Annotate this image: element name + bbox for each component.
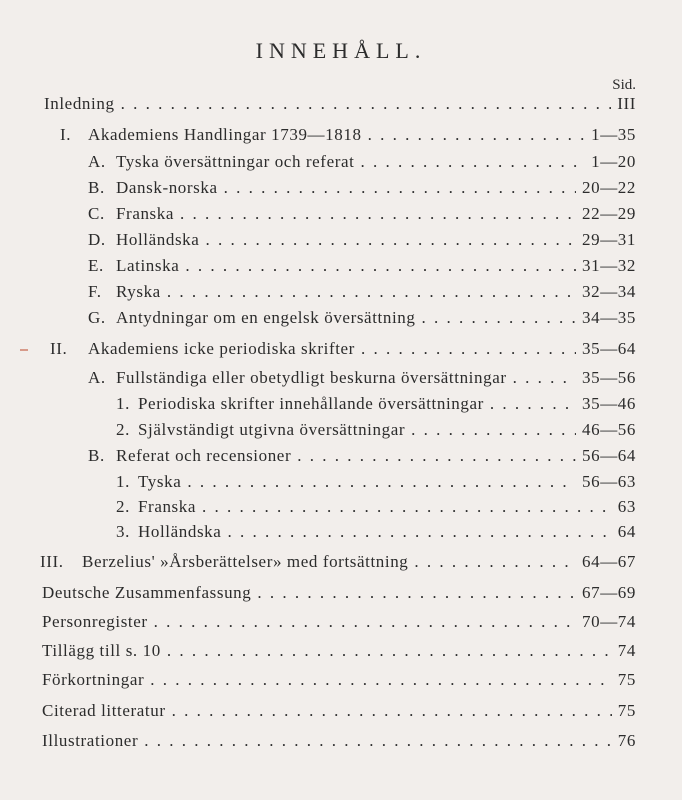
toc-entry (44, 94, 636, 116)
toc-entry-text: Deutsche Zusammenfassung (42, 583, 252, 602)
toc-entry (42, 670, 636, 692)
toc-entry-number: B. (88, 178, 105, 197)
toc-entry-page: 64—67 (582, 552, 636, 571)
toc-entry-text: Illustrationer (42, 731, 139, 750)
dot-leader (180, 204, 576, 224)
toc-entry-page: 1—35 (591, 125, 636, 144)
toc-entry-number: C. (88, 204, 105, 223)
toc-entry (116, 394, 636, 416)
toc-entry-text: Berzelius' »Årsberättelser» med fortsättning (82, 552, 409, 571)
toc-entry (50, 339, 636, 361)
toc-entry (88, 152, 636, 174)
toc-entry-number: B. (88, 446, 105, 465)
dot-leader (187, 472, 576, 492)
toc-entry-number: A. (88, 368, 106, 387)
toc-entry-text: Antydningar om en engelsk översättning (116, 308, 416, 327)
dot-leader (513, 368, 576, 388)
toc-entry-page: 31—32 (582, 256, 636, 275)
toc-entry-number: A. (88, 152, 106, 171)
toc-entry-page: 1—20 (591, 152, 636, 171)
dot-leader (121, 94, 612, 114)
toc-entry-page: 63 (617, 497, 636, 516)
toc-entry-text: Periodiska skrifter innehållande översättningar (138, 394, 484, 413)
toc-entry (88, 308, 636, 330)
toc-entry (88, 230, 636, 252)
toc-entry-text: Fullständiga eller obetydligt beskurna översättningar (116, 368, 507, 387)
toc-entry-text: Akademiens Handlingar 1739—1818 (88, 125, 362, 144)
toc-entry (88, 282, 636, 304)
toc-entry-page: 75 (617, 670, 636, 689)
toc-entry (88, 368, 636, 390)
dot-leader (490, 394, 576, 414)
toc-entry-page: 35—46 (582, 394, 636, 413)
toc-entry-number: F. (88, 282, 102, 301)
toc-entry-text: Dansk-norska (116, 178, 218, 197)
dot-leader (411, 420, 576, 440)
toc-entry-text: Självständigt utgivna översättningar (138, 420, 406, 439)
dot-leader (257, 583, 576, 603)
toc-entry (42, 731, 636, 753)
toc-entry-page: 70—74 (582, 612, 636, 631)
toc-entry-text: Inledning (44, 94, 115, 113)
toc-entry-page: 46—56 (582, 420, 636, 439)
margin-mark (20, 349, 28, 351)
dot-leader (227, 522, 611, 542)
dot-leader (167, 641, 612, 661)
toc-entry (116, 522, 636, 544)
toc-entry (88, 204, 636, 226)
toc-entry-page: 64 (617, 522, 636, 541)
toc-entry-text: Ryska (116, 282, 161, 301)
toc-entry (88, 178, 636, 200)
toc-entry-page: 34—35 (582, 308, 636, 327)
dot-leader (202, 497, 612, 517)
toc-entry-text: Akademiens icke periodiska skrifter (88, 339, 355, 358)
dot-leader (154, 612, 576, 632)
dot-leader (368, 125, 586, 145)
toc-entry-text: Förkortningar (42, 670, 145, 689)
page-title: INNEHÅLL. (255, 38, 427, 63)
toc-entry-text: Holländska (138, 522, 222, 541)
toc-entry-text: Referat och recensioner (116, 446, 292, 465)
dot-leader (414, 552, 576, 572)
toc-entry (88, 446, 636, 468)
toc-entry-number: G. (88, 308, 106, 327)
toc-entry-page: 35—64 (582, 339, 636, 358)
dot-leader (172, 701, 612, 721)
toc-entry-page: 32—34 (582, 282, 636, 301)
toc-entry-number: 2. (116, 497, 130, 516)
toc-entry-page: III (617, 94, 636, 113)
toc-entry (42, 641, 636, 663)
dot-leader (421, 308, 576, 328)
toc-entry-number: 2. (116, 420, 130, 439)
toc-entry-text: Personregister (42, 612, 148, 631)
toc-entry-number: D. (88, 230, 106, 249)
toc-entry (42, 612, 636, 634)
dot-leader (205, 230, 576, 250)
toc-entry-text: Holländska (116, 230, 200, 249)
toc-entry (116, 420, 636, 442)
toc-entry-text: Latinska (116, 256, 180, 275)
dot-leader (185, 256, 576, 276)
toc-entry-page: 75 (617, 701, 636, 720)
toc-entry-page: 56—63 (582, 472, 636, 491)
page-column-label: Sid. (612, 77, 636, 93)
toc-entry-number: E. (88, 256, 104, 275)
toc-entry-text: Franska (116, 204, 175, 223)
dot-leader (167, 282, 576, 302)
toc-entry-number: II. (50, 339, 68, 358)
toc-entry-text: Tyska (138, 472, 182, 491)
dot-leader (297, 446, 576, 466)
toc-entry-text: Franska (138, 497, 197, 516)
toc-entry-page: 56—64 (582, 446, 636, 465)
dot-leader (224, 178, 576, 198)
toc-entry-page: 74 (617, 641, 636, 660)
toc-entry-page: 35—56 (582, 368, 636, 387)
toc-entry-number: 1. (116, 394, 130, 413)
toc-entry-number: 3. (116, 522, 130, 541)
toc-entry-page: 67—69 (582, 583, 636, 602)
toc-entry-text: Tyska översättningar och referat (116, 152, 355, 171)
toc-entry (116, 497, 636, 519)
toc-entry (60, 125, 636, 147)
dot-leader (150, 670, 612, 690)
toc-entry (88, 256, 636, 278)
toc-entry-page: 20—22 (582, 178, 636, 197)
toc-entry-text: Citerad litteratur (42, 701, 166, 720)
dot-leader (144, 731, 612, 751)
toc-entry-page: 76 (617, 731, 636, 750)
toc-entry-number: III. (40, 552, 64, 571)
dot-leader (361, 339, 576, 359)
toc-entry (42, 583, 636, 605)
toc-entry-number: 1. (116, 472, 130, 491)
toc-entry-text: Tillägg till s. 10 (42, 641, 161, 660)
toc-entry-page: 29—31 (582, 230, 636, 249)
toc-entry (116, 472, 636, 494)
toc-entry-number: I. (60, 125, 72, 144)
toc-entry (42, 701, 636, 723)
dot-leader (360, 152, 585, 172)
toc-entry (40, 552, 636, 574)
toc-entry-page: 22—29 (582, 204, 636, 223)
